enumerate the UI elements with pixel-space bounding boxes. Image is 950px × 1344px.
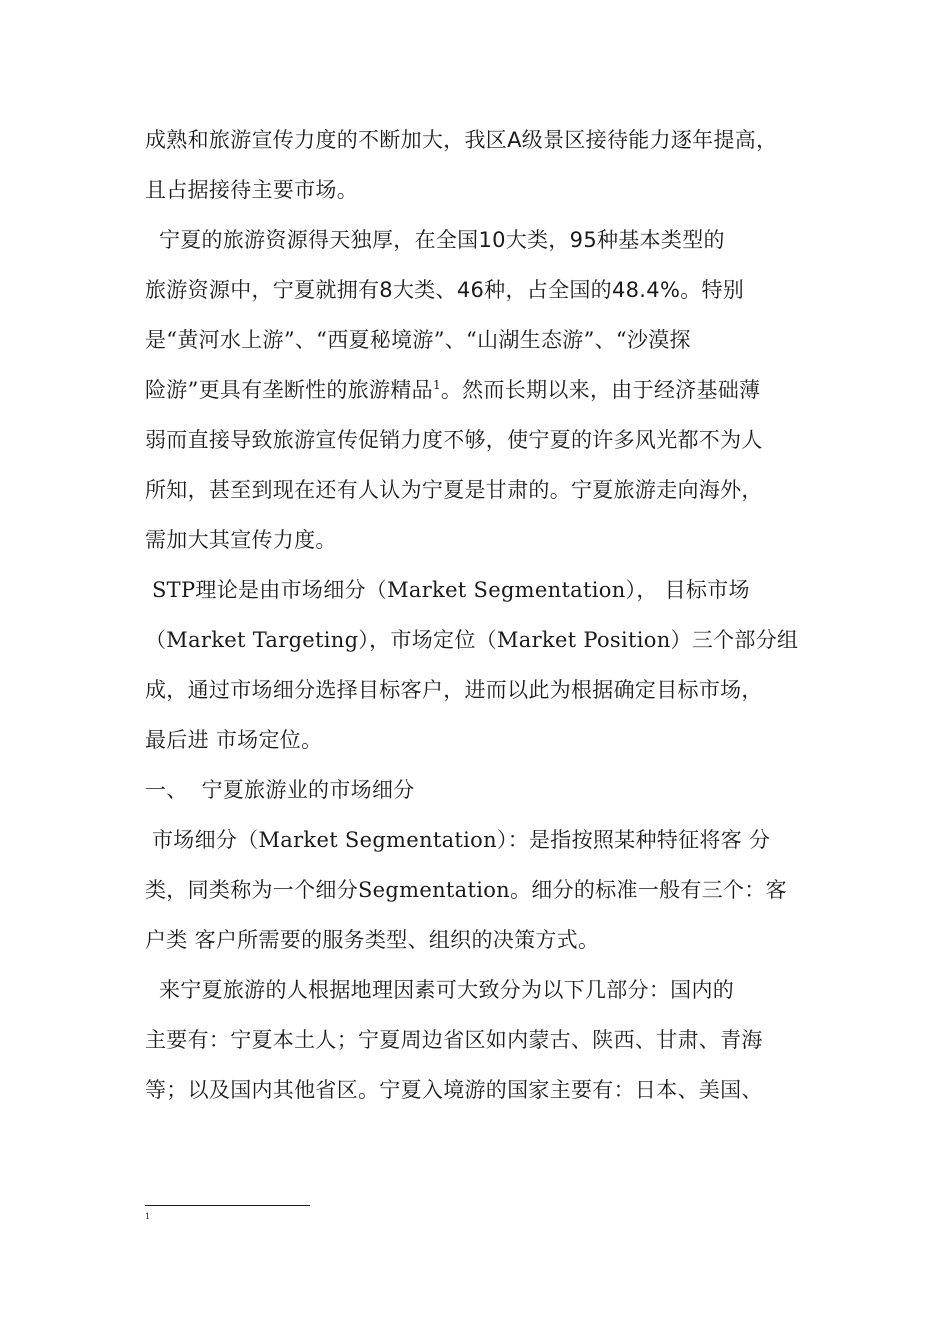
section-heading: 一、 宁夏旅游业的市场细分 [145,778,415,802]
footnote-number: 1 [145,1212,151,1221]
paragraph-line: 宁夏的旅游资源得天独厚，在全国10大类，95种基本类型的 [145,228,725,252]
paragraph-line: 市场细分（Market Segmentation）：是指按照某种特征将客 分 [145,828,771,852]
paragraph-line: 户类 客户所需要的服务类型、组织的决策方式。 [145,928,600,952]
paragraph-line: 且占据接待主要市场。 [145,178,358,202]
paragraph-line: 类，同类称为一个细分Segmentation。细分的标准一般有三个：客 [145,878,787,902]
paragraph-line: 成熟和旅游宣传力度的不断加大，我区A级景区接待能力逐年提高， [145,128,778,152]
paragraph-line: 弱而直接导致旅游宣传促销力度不够，使宁夏的许多风光都不为人 [145,428,763,452]
paragraph-line: STP理论是由市场细分（Market Segmentation）， 目标市场 [145,578,750,602]
paragraph-line: 等；以及国内其他省区。宁夏入境游的国家主要有：日本、美国、 [145,1078,763,1102]
paragraph-line: 需加大其宣传力度。 [145,528,337,552]
footnote-separator [145,1205,310,1206]
paragraph-line: 主要有：宁夏本土人；宁夏周边省区如内蒙古、陕西、甘肃、青海 [145,1028,763,1052]
paragraph-line: 成，通过市场细分选择目标客户，进而以此为根据确定目标市场， [145,678,763,702]
footnote-reference[interactable]: 1 [432,378,441,392]
paragraph-line-with-footnote [145,375,760,405]
paragraph-line: 来宁夏旅游的人根据地理因素可大致分为以下几部分：国内的 [145,978,735,1002]
paragraph-line: 所知，甚至到现在还有人认为宁夏是甘肃的。宁夏旅游走向海外， [145,478,763,502]
paragraph-line: 是“黄河水上游”、“西夏秘境游”、“山湖生态游”、“沙漠探 [145,328,691,352]
paragraph-line: （Market Targeting），市场定位（Market Position）三个部分组 [145,628,799,652]
paragraph-line: 旅游资源中，宁夏就拥有8大类、46种，占全国的48.4%。特别 [145,278,745,302]
line-text: 险游”更具有垄断性的旅游精品 [145,378,433,402]
line-text: 。然而长期以来，由于经济基础薄 [440,378,761,402]
paragraph-line: 最后进 市场定位。 [145,728,323,752]
